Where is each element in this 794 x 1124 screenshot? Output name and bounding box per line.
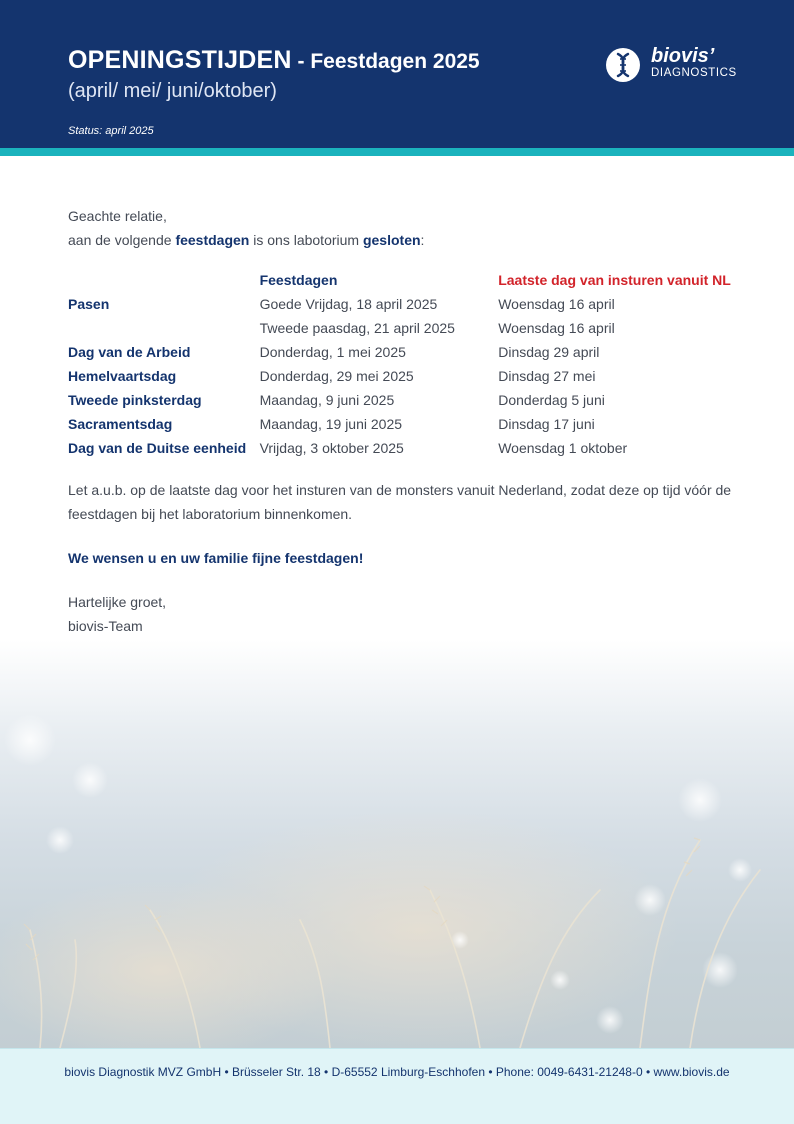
page-title — [68, 46, 480, 75]
intro-line — [68, 228, 738, 252]
meadow-illustration — [0, 640, 794, 1048]
salutation: Geachte relatie, — [68, 208, 167, 224]
closing — [68, 590, 738, 638]
holiday-last-day: Dinsdag 29 april — [498, 344, 600, 360]
holiday-last-day: Woensdag 1 oktober — [498, 440, 628, 456]
holiday-name — [68, 316, 260, 340]
holiday-name: Dag van de Duitse eenheid — [68, 440, 247, 456]
holiday-date: Goede Vrijdag, 18 april 2025 — [259, 296, 438, 312]
holiday-date: Donderdag, 29 mei 2025 — [259, 368, 414, 384]
header-last-day: Laatste dag van insturen vanuit NL — [498, 272, 731, 288]
meadow-background-image — [0, 640, 794, 1048]
letter-body — [68, 204, 738, 638]
holiday-name: Pasen — [68, 296, 110, 312]
holiday-date: Tweede paasdag, 21 april 2025 — [259, 320, 455, 336]
logo-subtitle: DIAGNOSTICS — [651, 67, 737, 79]
holiday-last-day: Dinsdag 17 juni — [498, 416, 595, 432]
header-banner — [0, 0, 794, 148]
header-empty-cell — [68, 268, 260, 292]
holiday-last-day: Woensdag 16 april — [498, 320, 615, 336]
title-main: OPENINGSTIJDEN — [68, 46, 292, 74]
intro-text-1: aan de volgende — [68, 232, 176, 248]
table-row — [68, 292, 738, 316]
holiday-name: Tweede pinksterdag — [68, 392, 202, 408]
closing-line-2: biovis-Team — [68, 618, 143, 634]
table-row — [68, 388, 738, 412]
table-row — [68, 364, 738, 388]
table-row — [68, 436, 738, 460]
title-months: (april/ mei/ juni/oktober) — [68, 80, 277, 102]
intro-bold-gesloten: gesloten — [362, 232, 421, 248]
holiday-date: Maandag, 19 juni 2025 — [259, 416, 403, 432]
table-row — [68, 340, 738, 364]
header-accent-stripe — [0, 148, 794, 156]
closing-line-1: Hartelijke groet, — [68, 594, 167, 610]
holiday-table — [68, 268, 738, 460]
header-holiday: Feestdagen — [259, 272, 338, 288]
holiday-last-day: Dinsdag 27 mei — [498, 368, 596, 384]
holiday-last-day: Woensdag 16 april — [498, 296, 615, 312]
shipping-note: Let a.u.b. op de laatste dag voor het insturen van de monsters vanuit Nederland, zodat deze op tijd vóór de feestdagen bij het laboratorium binnenkomen. — [68, 482, 732, 522]
logo-name: biovis’ — [651, 45, 715, 67]
footer-address: biovis Diagnostik MVZ GmbH • Brüsseler Str. 18 • D-65552 Limburg-Eschhofen • Phone: 0049-6431-21248-0 • www.biovis.de — [64, 1065, 730, 1079]
footer — [0, 1048, 794, 1124]
table-header-row — [68, 268, 738, 292]
title-subtitle: - Feestdagen 2025 — [291, 50, 480, 73]
holiday-wish: We wensen u en uw familie fijne feestdagen! — [68, 550, 364, 566]
holiday-last-day: Donderdag 5 juni — [498, 392, 605, 408]
table-row — [68, 412, 738, 436]
intro-text-3: : — [420, 232, 425, 248]
intro-bold-feestdagen: feestdagen — [175, 232, 250, 248]
holiday-date: Donderdag, 1 mei 2025 — [259, 344, 406, 360]
table-row — [68, 316, 738, 340]
holiday-name: Dag van de Arbeid — [68, 344, 191, 360]
status-text: Status: april 2025 — [68, 125, 154, 137]
holiday-name: Sacramentsdag — [68, 416, 173, 432]
dna-logo-icon — [606, 48, 640, 82]
holiday-name: Hemelvaartsdag — [68, 368, 177, 384]
biovis-logo — [606, 46, 756, 86]
holiday-date: Vrijdag, 3 oktober 2025 — [259, 440, 404, 456]
holiday-date: Maandag, 9 juni 2025 — [259, 392, 395, 408]
intro-text-2: is ons labotorium — [249, 232, 363, 248]
